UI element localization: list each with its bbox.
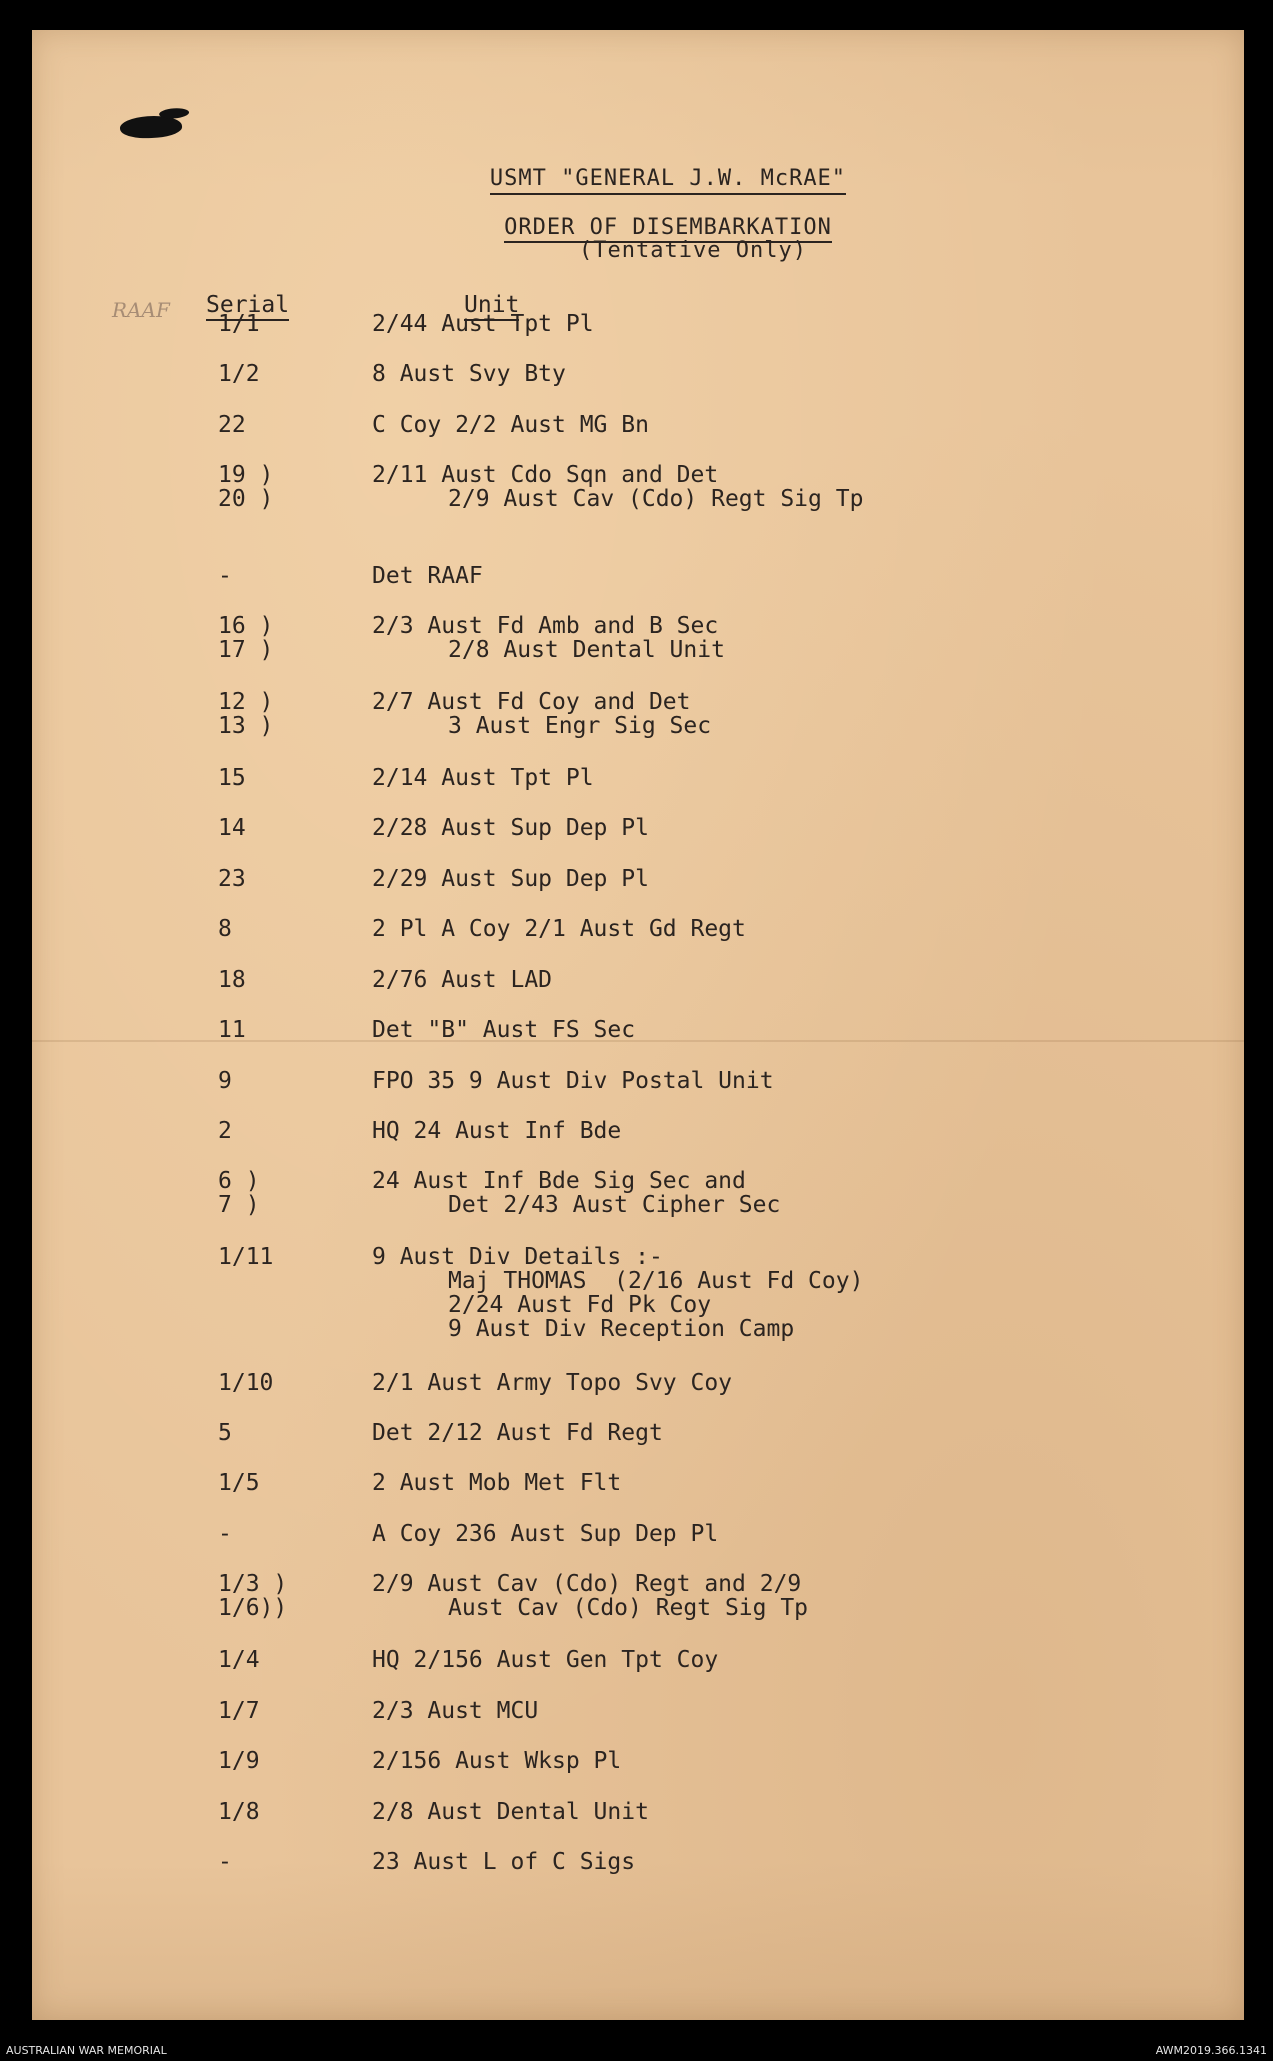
serial-cell	[218, 968, 328, 992]
serial-number: -	[218, 1521, 232, 1547]
serial-cell	[218, 1850, 328, 1874]
ink-blot	[119, 114, 182, 140]
unit-name: 2/29 Aust Sup Dep Pl	[372, 866, 649, 892]
serial-number: 1/6))	[218, 1595, 288, 1621]
unit-name: HQ 24 Aust Inf Bde	[372, 1118, 622, 1144]
serial-number: 1/3 )	[218, 1571, 288, 1597]
unit-name: 2/156 Aust Wksp Pl	[372, 1748, 622, 1774]
unit-name: Det RAAF	[372, 563, 483, 589]
serial-cell	[218, 614, 328, 662]
serial-cell	[218, 463, 328, 511]
serial-number: 17 )	[218, 637, 274, 663]
serial-number: 1/5	[218, 1470, 260, 1496]
serial-cell	[218, 1648, 328, 1672]
unit-name: 9 Aust Div Details :-	[372, 1244, 663, 1270]
serial-cell	[218, 362, 328, 386]
unit-cell	[372, 1245, 1192, 1341]
serial-number: 12 )	[218, 689, 274, 715]
serial-number: 15	[218, 765, 246, 791]
unit-cell	[372, 690, 1192, 738]
serial-number: 1/11	[218, 1244, 274, 1270]
unit-name: 2/14 Aust Tpt Pl	[372, 765, 594, 791]
serial-number: 13 )	[218, 713, 274, 739]
unit-cell	[372, 362, 1192, 386]
column-header-unit: Unit	[464, 292, 519, 321]
serial-number: 1/9	[218, 1748, 260, 1774]
serial-cell	[218, 1119, 328, 1143]
serial-number: 19 )	[218, 462, 274, 488]
serial-cell	[218, 917, 328, 941]
unit-cell	[372, 312, 1192, 336]
unit-cell	[372, 1421, 1192, 1445]
unit-name: 3 Aust Engr Sig Sec	[448, 713, 712, 739]
serial-number: 1/2	[218, 361, 260, 387]
unit-name: Maj THOMAS (2/16 Aust Fd Coy)	[448, 1268, 864, 1294]
serial-cell	[218, 690, 328, 738]
unit-cell	[372, 1018, 1192, 1042]
unit-cell	[372, 1069, 1192, 1093]
serial-number: 18	[218, 967, 246, 993]
footer-credit: AUSTRALIAN WAR MEMORIAL	[6, 2044, 167, 2057]
document-note: (Tentative Only)	[579, 238, 807, 263]
unit-cell	[372, 1648, 1192, 1672]
serial-number: 1/7	[218, 1698, 260, 1724]
unit-name: 2/8 Aust Dental Unit	[448, 637, 725, 663]
unit-cell	[372, 816, 1192, 840]
column-header-serial: Serial	[206, 292, 289, 321]
unit-name: HQ 2/156 Aust Gen Tpt Coy	[372, 1647, 719, 1673]
document-subtitle: ORDER OF DISEMBARKATION	[32, 215, 1244, 240]
unit-name: A Coy 236 Aust Sup Dep Pl	[372, 1521, 719, 1547]
serial-cell	[218, 1572, 328, 1620]
serial-number: 1/10	[218, 1370, 274, 1396]
unit-name: 2/24 Aust Fd Pk Coy	[448, 1292, 712, 1318]
unit-cell	[372, 1169, 1192, 1217]
unit-name: 2/9 Aust Cav (Cdo) Regt Sig Tp	[448, 486, 864, 512]
unit-cell	[372, 1572, 1192, 1620]
unit-name: 2/44 Aust Tpt Pl	[372, 311, 594, 337]
unit-name: 8 Aust Svy Bty	[372, 361, 566, 387]
unit-cell	[372, 1371, 1192, 1395]
serial-cell	[218, 1169, 328, 1217]
unit-name: 9 Aust Div Reception Camp	[448, 1316, 795, 1342]
unit-name: 2/76 Aust LAD	[372, 967, 553, 993]
serial-cell	[218, 312, 328, 336]
unit-cell	[372, 1850, 1192, 1874]
serial-cell	[218, 1522, 328, 1546]
serial-number: 11	[218, 1017, 246, 1043]
unit-name: 23 Aust L of C Sigs	[372, 1849, 636, 1875]
serial-cell	[218, 1421, 328, 1445]
unit-cell	[372, 1749, 1192, 1773]
serial-number: -	[218, 563, 232, 589]
serial-number: 9	[218, 1068, 232, 1094]
serial-cell	[218, 816, 328, 840]
unit-cell	[372, 1800, 1192, 1824]
serial-cell	[218, 766, 328, 790]
unit-name: 2/1 Aust Army Topo Svy Coy	[372, 1370, 733, 1396]
serial-number: 1/8	[218, 1799, 260, 1825]
unit-cell	[372, 1522, 1192, 1546]
unit-name: C Coy 2/2 Aust MG Bn	[372, 412, 649, 438]
serial-cell	[218, 1471, 328, 1495]
unit-name: Det "B" Aust FS Sec	[372, 1017, 636, 1043]
serial-cell	[218, 1018, 328, 1042]
serial-cell	[218, 1371, 328, 1395]
pencil-annotation: RAAF	[112, 298, 170, 322]
unit-name: FPO 35 9 Aust Div Postal Unit	[372, 1068, 774, 1094]
document-title: USMT "GENERAL J.W. McRAE"	[32, 166, 1244, 191]
serial-number: 23	[218, 866, 246, 892]
unit-name: 2 Pl A Coy 2/1 Aust Gd Regt	[372, 916, 746, 942]
serial-cell	[218, 1069, 328, 1093]
unit-name: 2/7 Aust Fd Coy and Det	[372, 689, 691, 715]
serial-cell	[218, 1749, 328, 1773]
serial-number: 6 )	[218, 1168, 260, 1194]
serial-cell	[218, 1699, 328, 1723]
unit-name: 2 Aust Mob Met Flt	[372, 1470, 622, 1496]
serial-number: 1/1	[218, 311, 260, 337]
unit-name: 2/9 Aust Cav (Cdo) Regt and 2/9	[372, 1571, 802, 1597]
serial-number: 8	[218, 916, 232, 942]
unit-cell	[372, 867, 1192, 891]
unit-cell	[372, 1119, 1192, 1143]
serial-number: 1/4	[218, 1647, 260, 1673]
unit-cell	[372, 766, 1192, 790]
unit-cell	[372, 413, 1192, 437]
serial-number: 22	[218, 412, 246, 438]
unit-name: Det 2/43 Aust Cipher Sec	[448, 1192, 781, 1218]
serial-cell	[218, 1245, 328, 1269]
serial-number: 5	[218, 1420, 232, 1446]
unit-cell	[372, 968, 1192, 992]
unit-cell	[372, 463, 1192, 511]
unit-cell	[372, 564, 1192, 588]
unit-name: 2/3 Aust Fd Amb and B Sec	[372, 613, 719, 639]
serial-cell	[218, 564, 328, 588]
unit-name: 24 Aust Inf Bde Sig Sec and	[372, 1168, 746, 1194]
unit-name: 2/11 Aust Cdo Sqn and Det	[372, 462, 719, 488]
serial-number: -	[218, 1849, 232, 1875]
unit-name: 2/8 Aust Dental Unit	[372, 1799, 649, 1825]
serial-cell	[218, 1800, 328, 1824]
unit-cell	[372, 917, 1192, 941]
unit-cell	[372, 1699, 1192, 1723]
serial-number: 7 )	[218, 1192, 260, 1218]
serial-cell	[218, 413, 328, 437]
unit-name: 2/28 Aust Sup Dep Pl	[372, 815, 649, 841]
unit-name: Det 2/12 Aust Fd Regt	[372, 1420, 663, 1446]
unit-cell	[372, 614, 1192, 662]
serial-number: 16 )	[218, 613, 274, 639]
unit-name: Aust Cav (Cdo) Regt Sig Tp	[448, 1595, 809, 1621]
serial-number: 14	[218, 815, 246, 841]
serial-number: 2	[218, 1118, 232, 1144]
document-page	[32, 30, 1244, 2020]
serial-number: 20 )	[218, 486, 274, 512]
unit-cell	[372, 1471, 1192, 1495]
footer-accession-number: AWM2019.366.1341	[1155, 2044, 1267, 2057]
serial-cell	[218, 867, 328, 891]
unit-name: 2/3 Aust MCU	[372, 1698, 539, 1724]
